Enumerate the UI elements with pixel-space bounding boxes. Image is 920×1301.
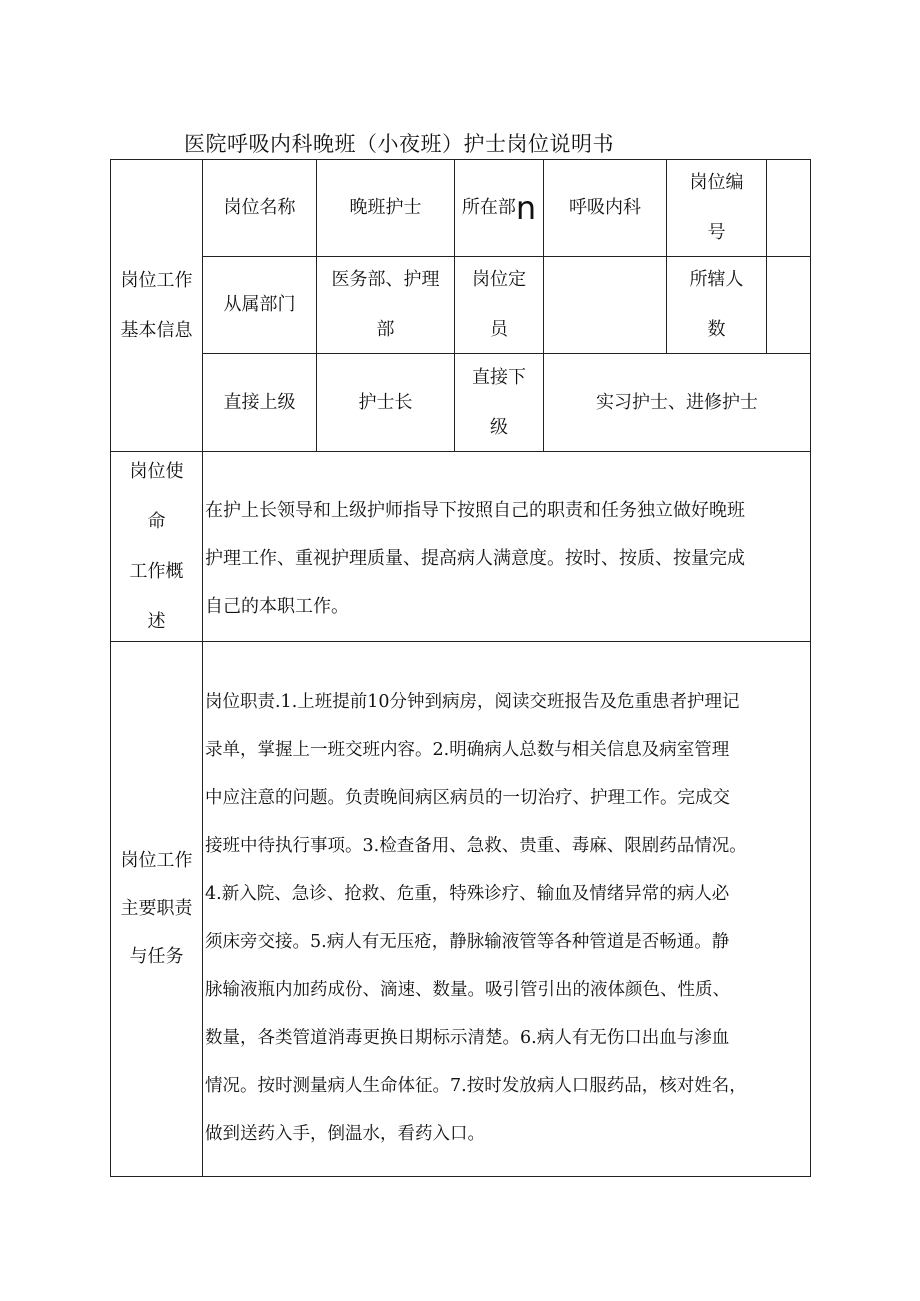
direct-superior-value: 护士长 [358, 391, 413, 413]
table-border-right [810, 159, 811, 1177]
staffing-value [544, 257, 666, 353]
position-name-value: 晚班护士 [349, 197, 422, 218]
direct-subordinate-value: 实习护士、进修护士 [596, 391, 758, 413]
duties-section-label: 岗位工作 主要职责 与任务 [120, 850, 193, 967]
basic-info-section-label: 岗位工作 基本信息 [120, 269, 193, 341]
position-code-value [767, 160, 810, 256]
section-divider-2 [110, 641, 811, 642]
direct-subordinate-label: 直接下 级 [472, 366, 526, 438]
subordinates-label: 所辖人 数 [689, 269, 744, 340]
section-divider-1 [110, 451, 811, 452]
department-label: 所在部 n [461, 189, 537, 227]
mission-section-label: 岗位使 命 工作概 述 [129, 460, 184, 632]
direct-superior-label: 直接上级 [223, 391, 296, 413]
department-value: 呼吸内科 [569, 197, 641, 218]
mission-text: 在护上长领导和上级护师指导下按照自己的职责和任务独立做好晚班 护理工作、重视护理质量、提高病人满意度。按时、按质、按量完成 自己的本职工作。 [205, 500, 745, 617]
position-code-label: 岗位编 号 [689, 172, 744, 243]
position-name-label: 岗位名称 [223, 197, 296, 218]
affiliated-dept-value: 医务部、护理 部 [331, 269, 440, 340]
staffing-label: 岗位定 员 [472, 269, 526, 340]
affiliated-dept-label: 从属部门 [223, 294, 296, 315]
subordinates-value [767, 257, 810, 353]
duties-text: 岗位职责.1.上班提前10分钟到病房，阅读交班报告及危重患者护理记 录单，掌握上一班交班内容。2.明确病人总数与相关信息及病室管理 中应注意的问题。负责晚间病区病员的一切治疗、护理工作。完成交 接班中待执行事项。3.检查备用、急救、贵重、毒麻、限剧药品情况。 4.新入院、急诊、抢救、危重，特殊诊疗、输血及情绪异常的病人必 须床旁交接。5.病人有无压疮，静脉输液管等各种管道是否畅通。静 脉输液瓶内加药成份、滴速、数量。吸引管引出的液体颜色、性质、 数量，各类管道消毒更换日期标示清楚。6.病人有无伤口出血与渗血 情况。按时测量病人生命体征。7.按时发放病人口服药品，核对姓名， 做到送药入手，倒温水，看药入口。 [205, 692, 747, 1144]
page-title: 医院呼吸内科晚班（小夜班）护士岗位说明书 [184, 132, 614, 156]
table-border-bottom [110, 1176, 811, 1177]
